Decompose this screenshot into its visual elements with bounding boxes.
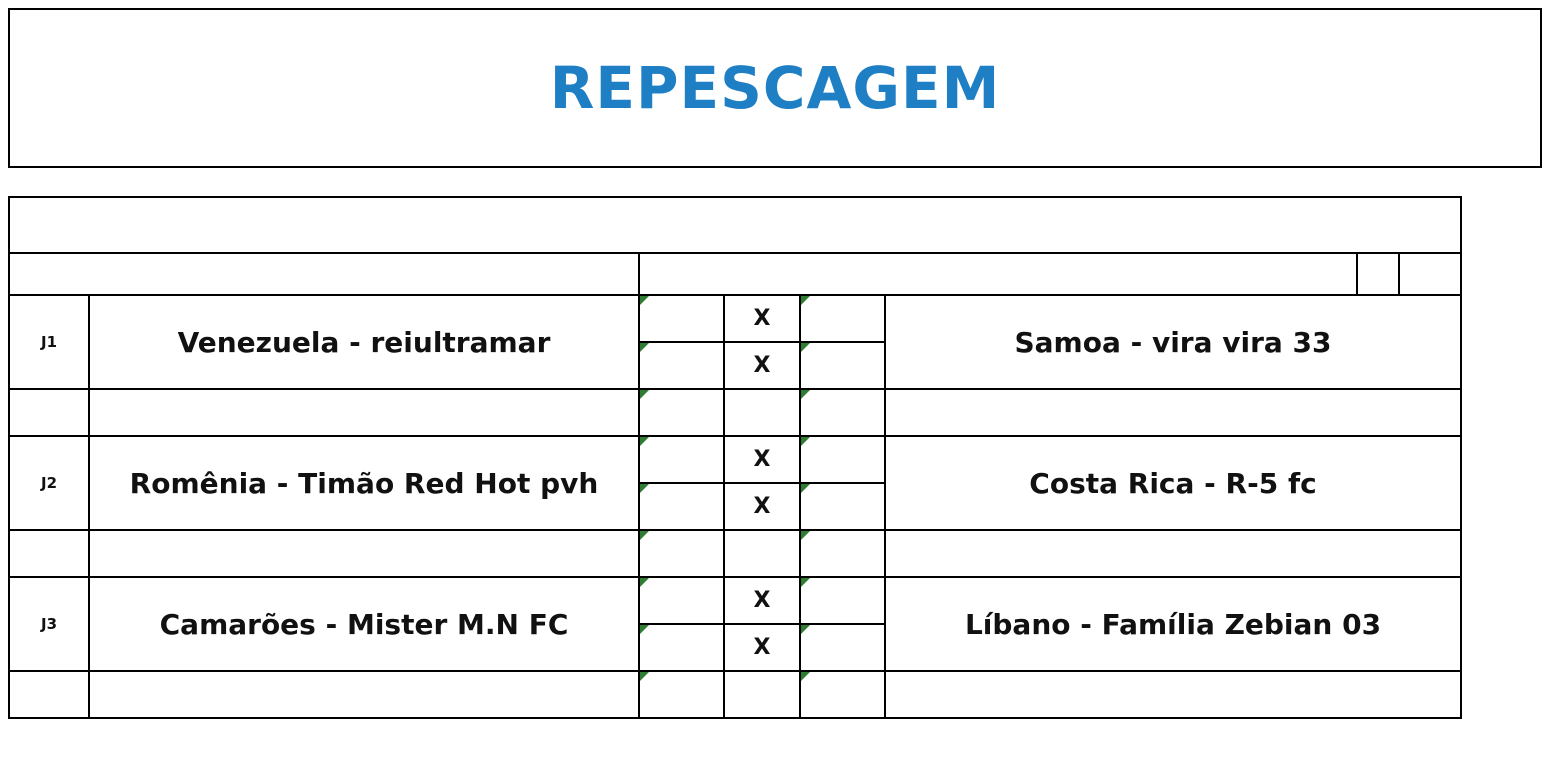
spacer-cell-score-away <box>800 671 885 718</box>
spacer-cell-home <box>89 530 639 577</box>
table-header-row <box>9 197 1461 253</box>
spacer-cell-code <box>9 530 89 577</box>
spacer-row <box>9 389 1461 436</box>
spacer-row <box>9 671 1461 718</box>
spacer-cell-score-home <box>639 389 724 436</box>
spacer-cell-x <box>724 530 800 577</box>
spacer-cell-x <box>724 671 800 718</box>
match-leg2-x: X <box>724 342 800 389</box>
match-leg2-away-score[interactable] <box>800 342 885 389</box>
table-row <box>9 436 1461 483</box>
match-leg1-x: X <box>724 436 800 483</box>
match-leg1-home-score[interactable] <box>639 436 724 483</box>
match-leg1-home-score[interactable] <box>639 577 724 624</box>
round-header-row <box>9 253 1461 295</box>
match-leg2-home-score[interactable] <box>639 483 724 530</box>
table-row <box>9 295 1461 342</box>
title-banner <box>8 8 1542 168</box>
spacer-cell-away <box>885 530 1461 577</box>
spacer-cell-away <box>885 671 1461 718</box>
page-title: REPESCAGEM <box>549 54 1001 122</box>
match-leg1-home-score[interactable] <box>639 295 724 342</box>
spacer-cell-code <box>9 389 89 436</box>
spacer-cell-score-home <box>639 671 724 718</box>
spacer-cell-score-home <box>639 530 724 577</box>
round-header-left-filler <box>9 253 639 295</box>
match-leg2-away-score[interactable] <box>800 624 885 671</box>
round-header-filler-1 <box>1357 253 1399 295</box>
round-header-filler-2 <box>1399 253 1461 295</box>
table-row <box>9 577 1461 624</box>
spacer-cell-score-away <box>800 389 885 436</box>
match-code: J1 <box>9 295 89 389</box>
round-header-label: RODADA #30 e 31 <box>639 253 1357 295</box>
match-leg1-x: X <box>724 577 800 624</box>
match-leg2-home-score[interactable] <box>639 342 724 389</box>
repescagem-table-wrapper <box>8 196 1460 719</box>
match-leg1-x: X <box>724 295 800 342</box>
match-away-team: Costa Rica - R-5 fc <box>885 436 1461 530</box>
match-code: J2 <box>9 436 89 530</box>
spacer-cell-score-away <box>800 530 885 577</box>
match-leg2-away-score[interactable] <box>800 483 885 530</box>
match-leg1-away-score[interactable] <box>800 436 885 483</box>
spacer-cell-home <box>89 671 639 718</box>
spacer-cell-away <box>885 389 1461 436</box>
match-leg1-away-score[interactable] <box>800 295 885 342</box>
match-code: J3 <box>9 577 89 671</box>
match-away-team: Líbano - Família Zebian 03 <box>885 577 1461 671</box>
match-leg1-away-score[interactable] <box>800 577 885 624</box>
header-main-title: REPESCAGEM COPA DO MUNDO <box>9 197 1461 253</box>
spacer-row <box>9 530 1461 577</box>
match-away-team: Samoa - vira vira 33 <box>885 295 1461 389</box>
match-leg2-x: X <box>724 483 800 530</box>
match-leg2-x: X <box>724 624 800 671</box>
match-leg2-home-score[interactable] <box>639 624 724 671</box>
spacer-cell-code <box>9 671 89 718</box>
match-home-team: Camarões - Mister M.N FC <box>89 577 639 671</box>
spacer-cell-x <box>724 389 800 436</box>
spacer-cell-home <box>89 389 639 436</box>
match-home-team: Venezuela - reiultramar <box>89 295 639 389</box>
repescagem-table <box>8 196 1462 719</box>
match-home-team: Romênia - Timão Red Hot pvh <box>89 436 639 530</box>
